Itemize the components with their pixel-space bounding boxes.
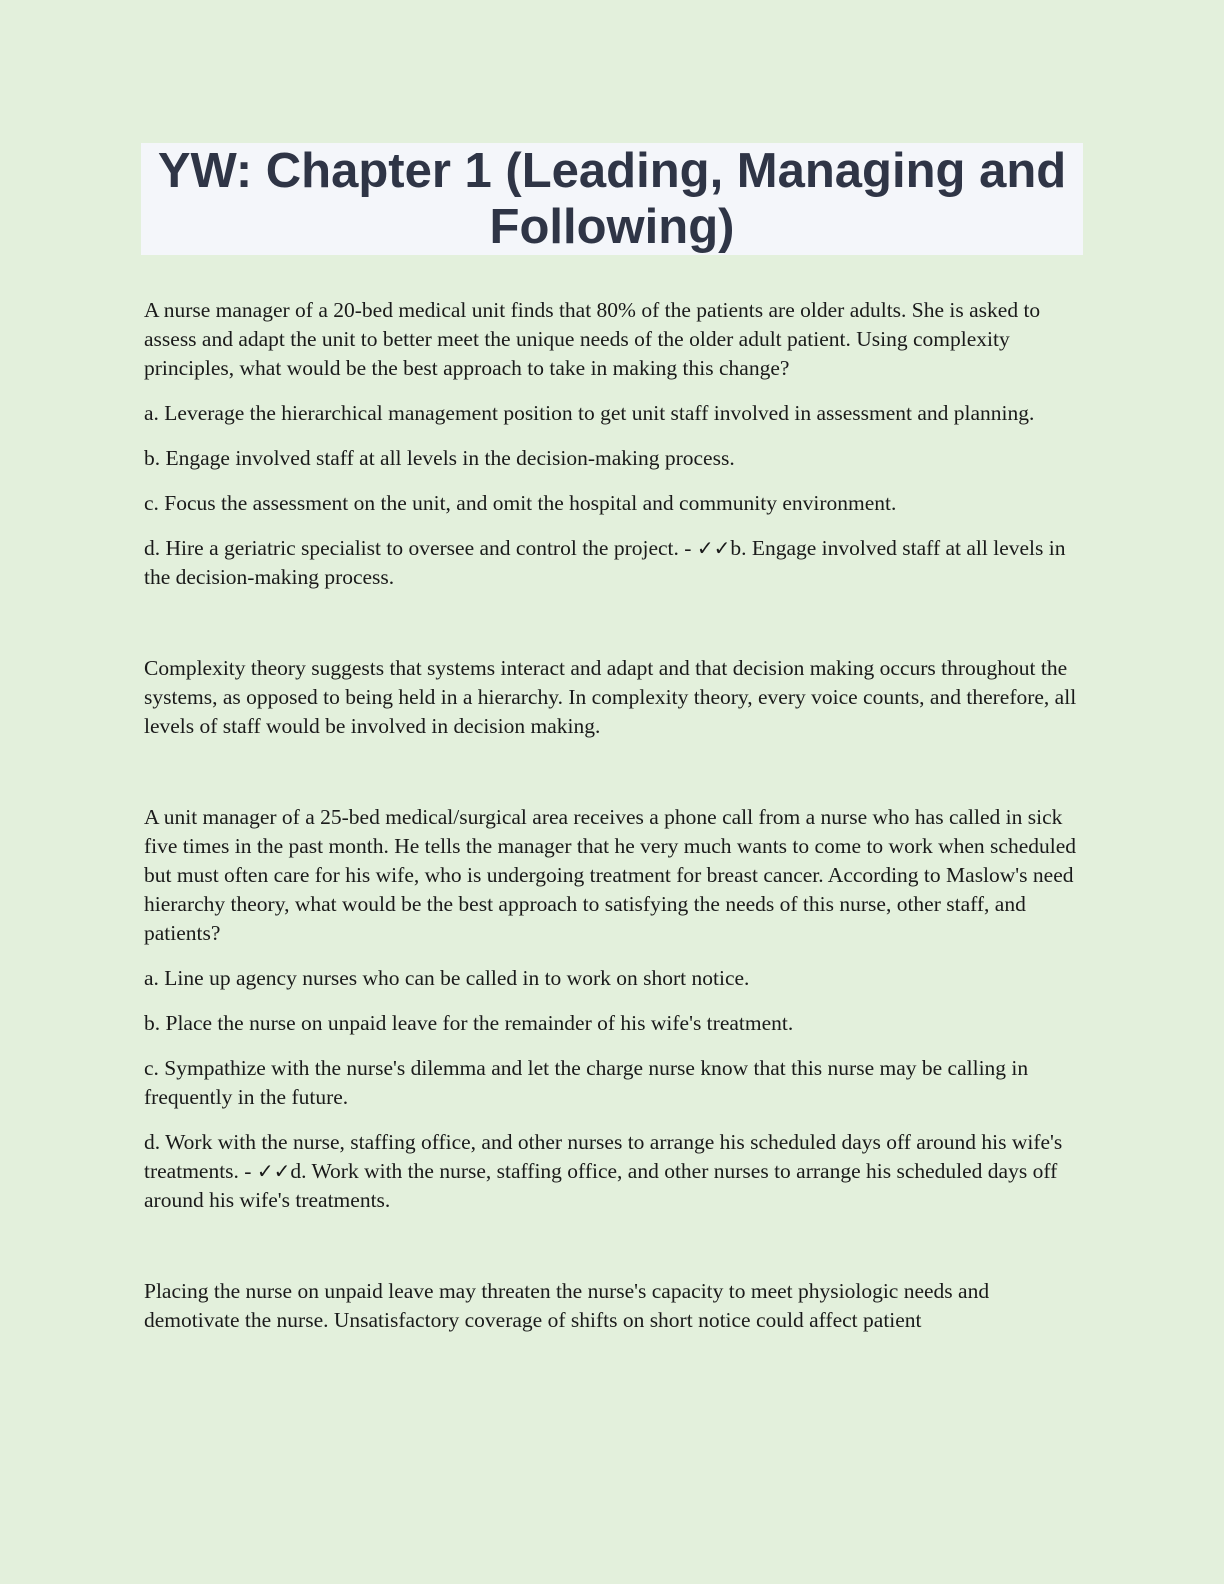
title-banner [141, 143, 1083, 255]
answer-option: a. Leverage the hierarchical management position to get unit staff involved in assessment and planning. [144, 401, 1035, 425]
answer-option: d. Hire a geriatric specialist to oversee and control the project. - [144, 536, 692, 560]
question-stem: A unit manager of a 25-bed medical/surgical area receives a phone call from a nurse who has called in sick five times in the past month. He tells the manager that he very much wants to come to work when scheduled but must often care for his wife, who is undergoing treatment for breast cancer. According to Maslow's need hierarchy theory, what would be the best approach to satisfying the needs of this nurse, other staff, and patients? [144, 805, 1077, 945]
answer-option: b. Engage involved staff at all levels in the decision-making process. [144, 446, 735, 470]
check-mark-icon: ✓✓ [696, 536, 731, 560]
answer-option: c. Sympathize with the nurse's dilemma and let the charge nurse know that this nurse may be calling in frequently in the future. [144, 1056, 1029, 1109]
document-body [144, 296, 1084, 1335]
question-stem: A nurse manager of a 20-bed medical unit finds that 80% of the patients are older adults. She is asked to assess and adapt the unit to better meet the unique needs of the older adult patient. Using complexity principles, what would be the best approach to take in making this change? [144, 298, 1041, 380]
rationale: Complexity theory suggests that systems interact and adapt and that decision making occurs throughout the systems, as opposed to being held in a hierarchy. In complexity theory, every voice counts, and therefore, all levels of staff would be involved in decision making. [144, 656, 1077, 738]
answer-option: c. Focus the assessment on the unit, and omit the hospital and community environment. [144, 491, 897, 515]
page-title: YW: Chapter 1 (Leading, Managing and Following) [157, 144, 1067, 254]
correct-answer: d. Work with the nurse, staffing office, and other nurses to arrange his scheduled days off around his wife's treatments. [144, 1159, 1058, 1212]
answer-option: b. Place the nurse on unpaid leave for the remainder of his wife's treatment. [144, 1011, 794, 1035]
answer-option-with-key [144, 534, 1084, 592]
rationale: Placing the nurse on unpaid leave may threaten the nurse's capacity to meet physiologic needs and demotivate the nurse. Unsatisfactory coverage of shifts on short notice could affect patient [144, 1279, 990, 1332]
check-mark-icon: ✓✓ [256, 1159, 291, 1183]
correct-answer: b. Engage involved staff at all levels in the decision-making process. [144, 536, 1066, 589]
answer-option: a. Line up agency nurses who can be called in to work on short notice. [144, 966, 750, 990]
answer-option-with-key [144, 1128, 1084, 1215]
answer-option: d. Work with the nurse, staffing office, and other nurses to arrange his scheduled days off around his wife's treatments. - [144, 1130, 1063, 1183]
